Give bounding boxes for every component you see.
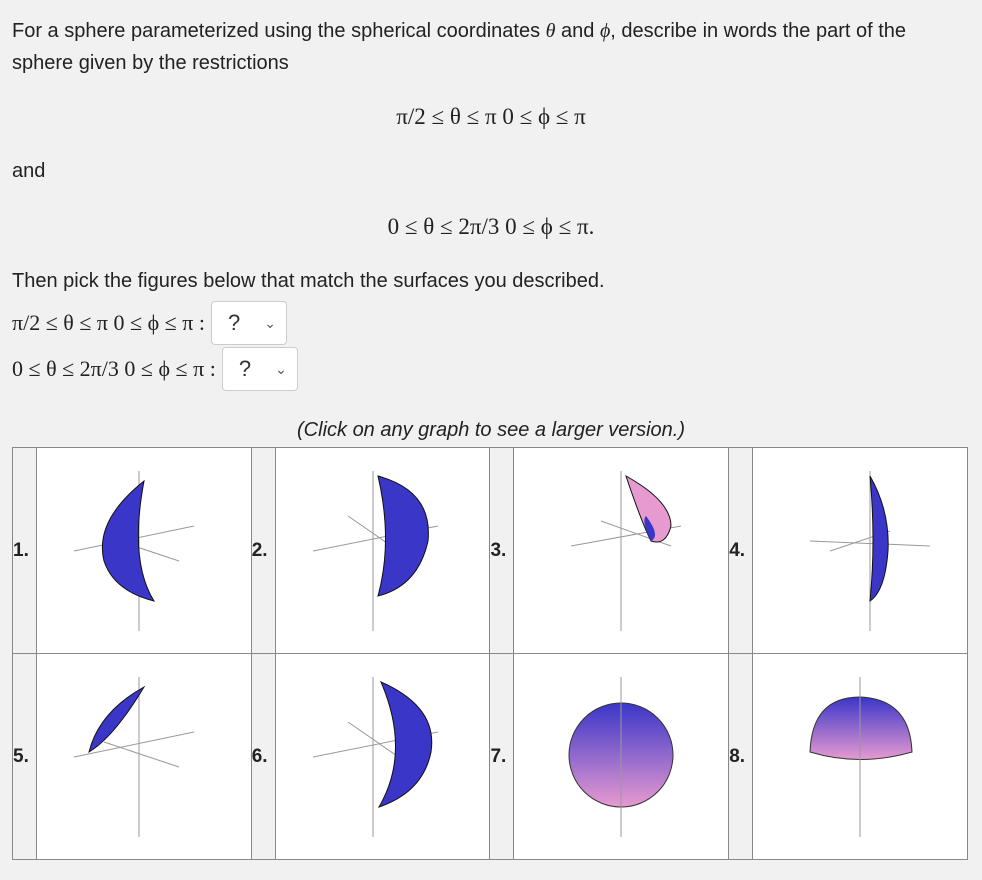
answer-select-2-value: ? (238, 356, 252, 381)
figure-number-8: 8. (729, 654, 753, 860)
question-and: and (555, 20, 600, 42)
figure-number-6: 6. (251, 654, 275, 860)
figure-7-plot (521, 657, 721, 857)
figure-6[interactable] (275, 654, 490, 860)
theta-symbol: θ (545, 20, 556, 42)
figure-number-3: 3. (490, 448, 514, 654)
answer-label-1: π/2 ≤ θ ≤ π 0 ≤ ϕ ≤ π : (12, 310, 205, 335)
pick-instruction: Then pick the figures below that match the surfaces you described. (12, 270, 605, 292)
figure-2[interactable] (275, 448, 490, 654)
question-part-1: For a sphere parameterized using the spherical coordinates (12, 20, 546, 42)
phi-symbol: ϕ (599, 20, 611, 42)
figure-6-plot (283, 657, 483, 857)
figure-5-plot (44, 657, 244, 857)
figure-4-plot (760, 451, 960, 651)
figure-number-7: 7. (490, 654, 514, 860)
and-text: and (12, 160, 46, 182)
question-part-2: , describe in words the part of the sphere given by the restrictions (12, 20, 907, 74)
figure-1-plot (44, 451, 244, 651)
figure-number-2: 2. (251, 448, 275, 654)
figure-8-plot (760, 657, 960, 857)
answer-row-1 (12, 301, 287, 345)
figure-number-4: 4. (729, 448, 753, 654)
answer-select-1-value: ? (227, 310, 241, 335)
figure-number-1: 1. (13, 448, 37, 654)
figure-1[interactable] (36, 448, 251, 654)
restriction-2: 0 ≤ θ ≤ 2π/3 0 ≤ ϕ ≤ π. (387, 214, 595, 239)
answer-select-1[interactable] (211, 301, 287, 345)
figure-8[interactable] (753, 654, 968, 860)
answer-select-2[interactable] (222, 347, 298, 391)
question-text (12, 15, 967, 79)
figure-5[interactable] (36, 654, 251, 860)
restriction-1: π/2 ≤ θ ≤ π 0 ≤ ϕ ≤ π (396, 104, 586, 129)
figure-3[interactable] (514, 448, 729, 654)
figure-2-plot (283, 451, 483, 651)
answer-label-2: 0 ≤ θ ≤ 2π/3 0 ≤ ϕ ≤ π : (12, 356, 216, 381)
figure-number-5: 5. (13, 654, 37, 860)
figure-7[interactable] (514, 654, 729, 860)
graph-hint: (Click on any graph to see a larger version.) (297, 419, 685, 441)
figure-4[interactable] (753, 448, 968, 654)
figure-grid (12, 447, 968, 860)
figure-3-plot (521, 451, 721, 651)
chevron-down-icon: ⌄ (264, 314, 276, 331)
chevron-down-icon: ⌄ (275, 360, 287, 377)
answer-row-2 (12, 347, 298, 391)
